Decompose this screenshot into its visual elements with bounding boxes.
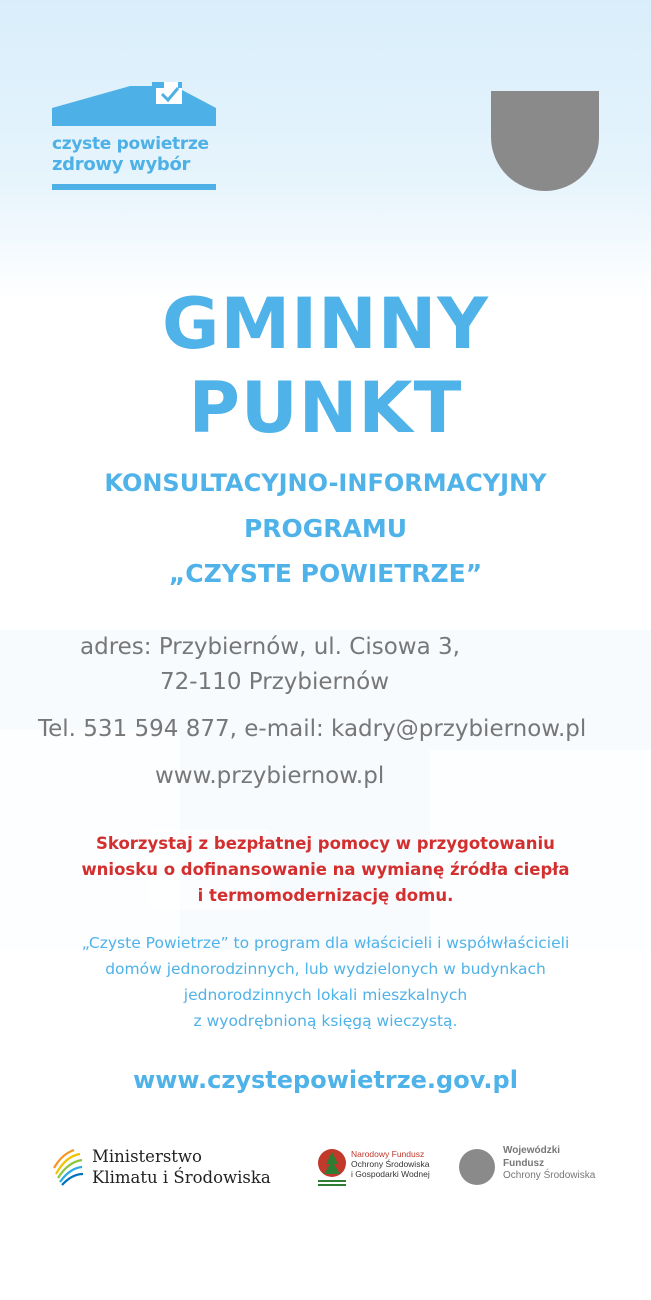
nfosigw-name-line1: Narodowy Fundusz [351,1149,425,1159]
subtitle-line1: KONSULTACYJNO-INFORMACYJNY [104,469,547,497]
main-title-line2: PUNKT [188,367,463,449]
phone-email: Tel. 531 594 877, e-mail: kadry@przybiernow.pl [38,716,587,742]
subtitle-line3: „CZYSTE POWIETRZE” [168,559,483,588]
nfosigw-name-line3: i Gospodarki Wodnej [351,1169,430,1179]
program-description [0,930,651,1034]
description-line3: jednorodzinnych lokali mieszkalnych [183,986,468,1004]
help-notice-line1: Skorzystaj z bezpłatnej pomocy w przygotowaniu [96,834,555,853]
description-line2: domów jednorodzinnych, lub wydzielonych w budynkach [105,960,546,978]
wfos-name-line2: Fundusz [503,1157,545,1169]
wfos-logo-icon [459,1149,495,1185]
description-line4: z wyodrębnioną księgą wieczystą. [193,1012,458,1030]
help-notice [0,831,651,909]
main-title-line1: GMINNY [161,283,489,365]
municipality-coat-of-arms-placeholder [491,91,599,191]
program-website-link[interactable]: www.czystepowietrze.gov.pl [133,1066,518,1094]
ministry-logo-icon [52,1148,84,1186]
nfosigw-name-line2: Ochrony Środowiska [351,1159,430,1169]
wfos-name-line3: Ochrony Środowiska [503,1170,596,1181]
address-line2: 72-110 Przybiernów [160,669,390,695]
ministry-name [92,1146,271,1188]
ministry-name-line1: Ministerstwo [92,1147,202,1166]
wfos-name [503,1145,595,1183]
logo-text-line1: czyste powietrze [52,134,209,154]
logo-text-line2: zdrowy wybór [52,154,191,175]
address-line1: adres: Przybiernów, ul. Cisowa 3, [80,634,460,660]
help-notice-line2: wniosku o dofinansowanie na wymianę źródła ciepła [81,860,570,879]
municipality-website-link[interactable]: www.przybiernow.pl [155,763,385,789]
nfosigw-name [351,1149,430,1179]
help-notice-line3: i termomodernizację domu. [197,886,454,905]
ministry-name-line2: Klimatu i Środowiska [92,1168,271,1187]
nfosigw-logo-icon [316,1148,348,1188]
description-line1: „Czyste Powietrze” to program dla właścicieli i współwłaścicieli [81,934,570,952]
subtitle-line2: PROGRAMU [243,514,408,543]
wfos-name-line1: Wojewódzki [503,1145,561,1156]
